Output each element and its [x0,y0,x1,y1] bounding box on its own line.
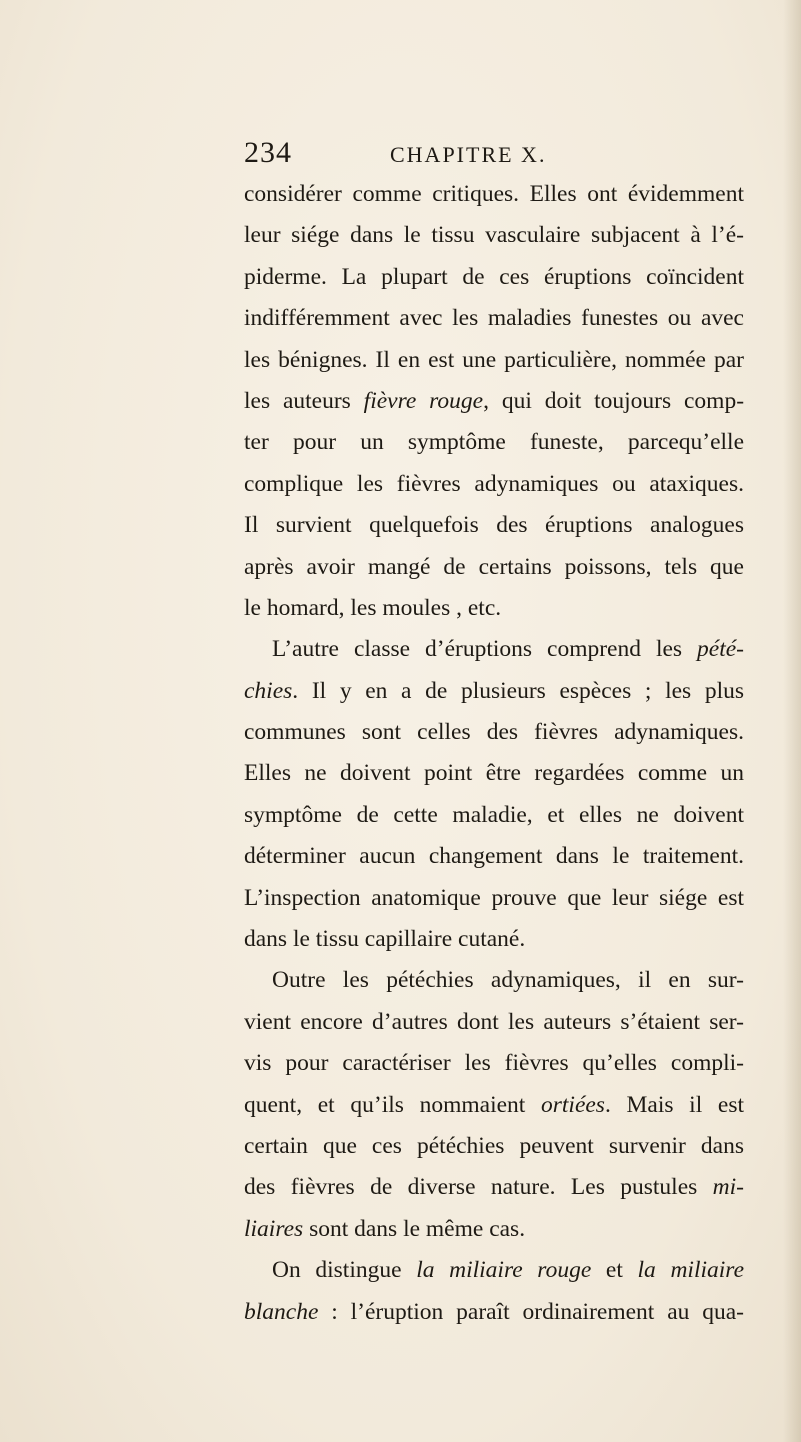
text-line [244,629,744,670]
text-segment: sont dans le même cas. [303,1215,526,1242]
text-line [244,588,744,629]
text-segment: leur siége dans le tissu vasculaire subjacent à l’é- [244,222,744,249]
text-line [244,1250,744,1291]
text-line [244,340,744,381]
text-segment: vis pour caractériser les fièvres qu’elles compli- [244,1050,744,1077]
italic-term: la miliaire rouge [416,1257,592,1284]
italic-term: liaires [244,1215,304,1242]
text-segment: des fièvres de diverse nature. Les pustules [244,1174,713,1201]
text-segment: L’inspection anatomique prouve que leur siége est [244,884,744,911]
text-line [244,1002,744,1043]
text-line [244,836,744,877]
text-line [244,1209,744,1250]
running-header [244,136,604,176]
text-segment: . Mais il est [604,1091,744,1118]
text-segment: le homard, les moules , etc. [244,594,502,621]
text-segment: piderme. La plupart de ces éruptions coïncident [244,263,744,290]
text-line [244,505,744,546]
text-segment: Il survient quelquefois des éruptions analogues [244,512,744,539]
text-line [244,381,744,422]
italic-term: ortiées [540,1091,605,1118]
text-segment: complique les fièvres adynamiques ou ataxiques. [244,470,744,497]
text-segment: Outre les pétéchies adynamiques, il en sur- [272,967,744,994]
text-segment: communes sont celles des fièvres adynamiques. [244,719,744,746]
text-line [244,712,744,753]
text-line [244,919,744,960]
italic-term: la miliaire [637,1257,744,1284]
text-line [244,878,744,919]
text-segment: quent, et qu’ils nommaient [244,1091,541,1118]
text-segment: dans le tissu capillaire cutané. [244,926,526,953]
text-segment: , qui doit toujours comp- [483,387,745,414]
italic-term: blanche [244,1298,319,1325]
text-segment: L’autre classe d’éruptions comprend les [272,636,698,663]
text-segment: ter pour un symptôme funeste, parcequ’elle [244,429,744,456]
text-line [244,464,744,505]
text-segment: les bénignes. Il en est une particulière, nommée par [244,346,744,373]
text-line [244,1126,744,1167]
italic-term: fièvre rouge [363,387,484,414]
text-line [244,257,744,298]
page-number: 234 [244,136,292,169]
text-line [244,795,744,836]
text-segment: symptôme de cette maladie, et elles ne doivent [244,801,744,828]
text-line [244,298,744,339]
text-segment: . Il y en a de plusieurs espèces ; les plus [292,677,744,704]
italic-term: mi- [712,1174,744,1201]
text-segment: vient encore d’autres dont les auteurs s’étaient ser- [244,1008,744,1035]
text-line [244,960,744,1001]
text-segment: certain que ces pétéchies peuvent survenir dans [244,1132,744,1159]
text-line [244,174,744,215]
text-segment: On distingue [272,1257,417,1284]
text-line [244,1085,744,1126]
text-line [244,547,744,588]
text-line [244,753,744,794]
text-line [244,422,744,463]
chapter-title: CHAPITRE X. [390,142,547,167]
text-segment: après avoir mangé de certains poissons, tels que [244,553,744,580]
italic-term: pété- [697,636,744,663]
text-segment: indifféremment avec les maladies funestes ou avec [244,305,744,332]
text-segment: considérer comme critiques. Elles ont évidemment [244,181,744,207]
text-line [244,1292,744,1333]
text-line [244,671,744,712]
text-line [244,1043,744,1084]
text-segment: déterminer aucun changement dans le traitement. [244,843,744,870]
page-edge-shadow [783,0,801,1442]
italic-term: chies [244,677,293,704]
text-segment: : l’éruption paraît ordinairement au qua- [318,1298,744,1325]
text-line [244,215,744,256]
text-segment: et [591,1257,638,1284]
text-segment: les auteurs [244,387,364,414]
text-line [244,1167,744,1208]
body-text [244,174,744,1333]
text-segment: Elles ne doivent point être regardées comme un [244,760,744,787]
